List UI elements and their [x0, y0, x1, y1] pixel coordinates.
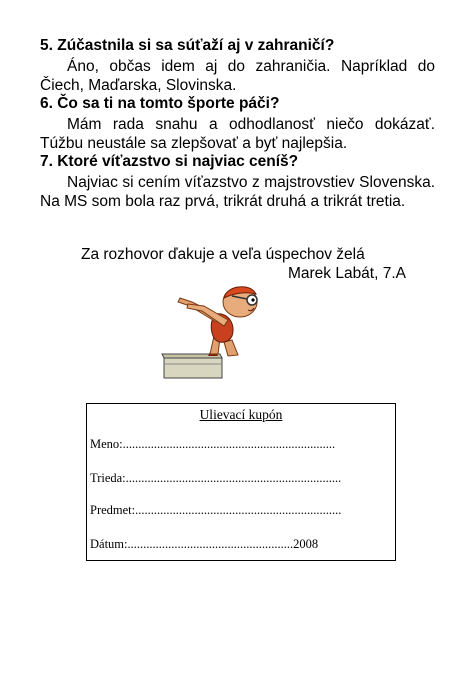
question-7: 7. Ktoré víťazstvo si najviac ceníš?	[40, 153, 299, 170]
question-5: 5. Zúčastnila si sa súťaží aj v zahraničí?	[40, 37, 335, 54]
coupon-box	[86, 403, 396, 561]
answer-6: Mám rada snahu a odhodlanosť niečo dokázať. Túžbu neustále sa zlepšovať a byť najlepšia.	[40, 116, 435, 152]
answer-7: Najviac si cením víťazstvo z majstrovstiev Slovenska. Na MS som bola raz prvá, trikrát druhá a trikrát tretia.	[40, 174, 435, 210]
closing-line: Za rozhovor ďakuje a veľa úspechov želá	[81, 246, 365, 263]
coupon-title: Ulievací kupón	[199, 407, 283, 422]
answer-5: Áno, občas idem aj do zahraničia. Napríklad do Čiech, Maďarska, Slovinska.	[40, 58, 435, 94]
question-6: 6. Čo sa ti na tomto športe páči?	[40, 95, 280, 112]
coupon-field-class: Trieda:.....................................................................	[90, 471, 342, 485]
swimmer-illustration	[158, 280, 278, 382]
coupon-field-date: Dátum:.....................................................2008	[90, 537, 319, 551]
coupon-field-name: Meno:....................................................................	[90, 437, 336, 451]
coupon-field-subject: Predmet:..................................................................	[90, 503, 342, 517]
signature: Marek Labát, 7.A	[287, 265, 406, 282]
